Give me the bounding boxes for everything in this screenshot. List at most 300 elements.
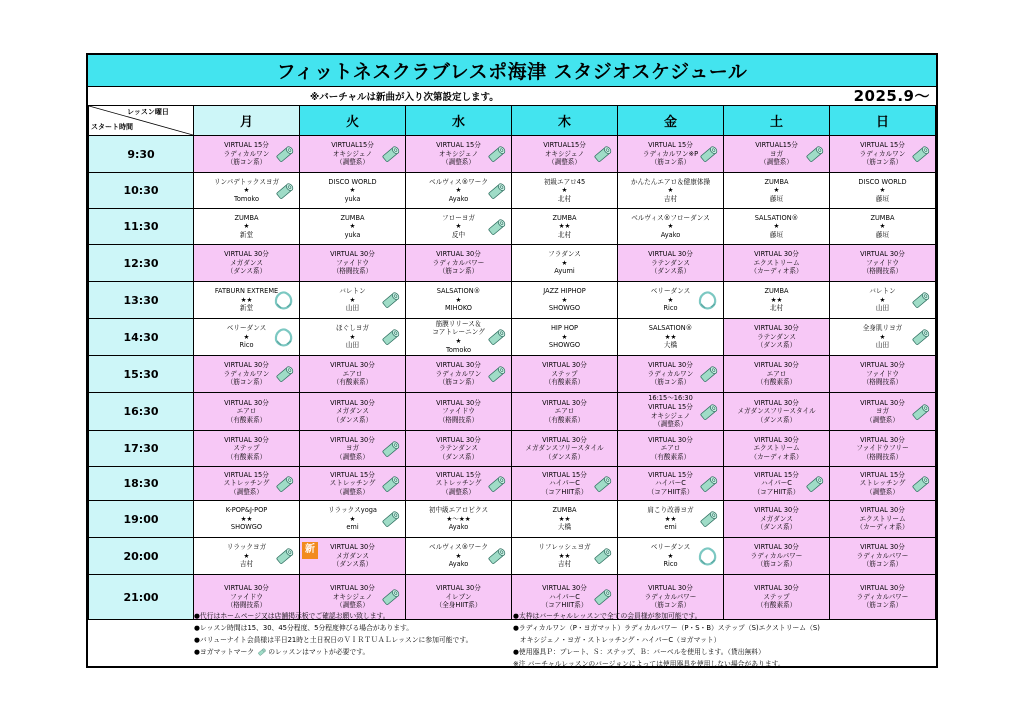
lesson-cell[interactable] xyxy=(300,393,406,431)
lesson-line: VIRTUAL 30分 xyxy=(754,506,799,515)
lesson-cell[interactable] xyxy=(406,319,512,356)
lesson-text xyxy=(724,538,829,574)
lesson-cell[interactable] xyxy=(406,136,512,173)
lesson-line: ★ xyxy=(561,295,568,304)
lesson-cell[interactable] xyxy=(300,467,406,501)
lesson-line: VIRTUAL 30分 xyxy=(542,435,587,444)
lesson-cell[interactable] xyxy=(300,136,406,173)
lesson-cell[interactable] xyxy=(618,282,724,319)
lesson-line: 大橋 xyxy=(557,523,572,532)
lesson-line: DISCO WORLD xyxy=(328,177,377,186)
lesson-cell[interactable] xyxy=(194,173,300,209)
lesson-line: ステップ xyxy=(763,592,790,601)
lesson-line: ファイドウ xyxy=(442,407,475,416)
lesson-line: （筋コン系） xyxy=(650,158,691,167)
lesson-line: VIRTUAL 15分 xyxy=(754,470,799,479)
yoga-mat-icon xyxy=(804,473,826,495)
lesson-text xyxy=(512,173,617,208)
lesson-line: VIRTUAL 15分 xyxy=(860,470,905,479)
lesson-line: K-POP&J-POP xyxy=(225,506,268,515)
lesson-line: ファイドウフリー xyxy=(856,444,909,453)
lesson-cell[interactable] xyxy=(406,538,512,575)
lesson-line: 肩こり改善ヨガ xyxy=(647,506,694,515)
lesson-cell[interactable] xyxy=(618,356,724,393)
lesson-line: ラディカルワン xyxy=(647,369,694,378)
yoga-mat-icon xyxy=(486,143,508,165)
lesson-line: オキシジェノ xyxy=(438,149,479,158)
lesson-cell[interactable] xyxy=(194,319,300,356)
yoga-mat-icon xyxy=(380,326,402,348)
lesson-line: （コアHIIT系） xyxy=(541,487,588,496)
lesson-cell[interactable] xyxy=(194,282,300,319)
lesson-line: ハイパーC xyxy=(549,479,580,488)
lesson-line: （有酸素系） xyxy=(544,378,585,387)
lesson-cell[interactable] xyxy=(194,393,300,431)
lesson-cell[interactable] xyxy=(618,319,724,356)
lesson-cell[interactable] xyxy=(300,538,406,575)
lesson-cell[interactable] xyxy=(300,356,406,393)
lesson-line: （格闘技系） xyxy=(438,415,479,424)
lesson-text xyxy=(300,209,405,244)
lesson-text xyxy=(512,319,617,355)
lesson-cell[interactable] xyxy=(618,245,724,282)
lesson-cell[interactable] xyxy=(512,209,618,245)
yoga-mat-icon xyxy=(804,143,826,165)
lesson-line: ★ xyxy=(455,222,462,231)
lesson-cell[interactable] xyxy=(830,467,936,501)
lesson-line: VIRTUAL 30分 xyxy=(330,250,375,259)
lesson-cell[interactable] xyxy=(830,538,936,575)
lesson-line: （有酸素系） xyxy=(226,452,267,461)
lesson-cell[interactable] xyxy=(300,209,406,245)
lesson-line: （調整系） xyxy=(548,158,581,167)
lesson-cell[interactable] xyxy=(300,245,406,282)
lesson-line: ストレッチング xyxy=(859,479,906,488)
lesson-cell[interactable] xyxy=(618,209,724,245)
lesson-cell[interactable] xyxy=(618,501,724,538)
lesson-cell[interactable] xyxy=(300,501,406,538)
lesson-line: 反中 xyxy=(451,230,466,239)
lesson-text xyxy=(830,501,935,537)
lesson-line: ★ xyxy=(879,186,886,195)
note-line: オキシジェノ・ヨガ・ストレッチング・ハイパーC（ヨガマット） xyxy=(513,636,721,644)
yoga-mat-icon xyxy=(592,586,614,608)
lesson-line: ★ xyxy=(243,222,250,231)
lesson-cell[interactable] xyxy=(618,467,724,501)
lesson-line: （筋コン系） xyxy=(756,560,797,569)
lesson-line: yuka xyxy=(344,194,361,203)
lesson-cell[interactable] xyxy=(724,209,830,245)
lesson-line: ベリーダンス xyxy=(650,287,691,296)
lesson-line: ★ xyxy=(349,186,356,195)
lesson-line: VIRTUAL 30分 xyxy=(436,584,481,593)
day-header: 水 xyxy=(406,106,512,136)
lesson-line: （調整系） xyxy=(230,487,263,496)
yoga-mat-icon xyxy=(698,363,720,385)
lesson-line: エクストリーム xyxy=(859,514,906,523)
lesson-cell[interactable] xyxy=(724,431,830,467)
lesson-line: 初中級エアロビクス xyxy=(428,506,489,515)
time-cell: 17:30 xyxy=(89,431,194,467)
lesson-line: ラテンダンス xyxy=(439,444,478,453)
time-cell: 13:30 xyxy=(89,282,194,319)
lesson-cell[interactable] xyxy=(406,393,512,431)
lesson-text xyxy=(512,282,617,318)
lesson-cell[interactable] xyxy=(830,356,936,393)
lesson-line: VIRTUAL 15分 xyxy=(542,470,587,479)
lesson-line: 北村 xyxy=(557,194,572,203)
time-row xyxy=(89,467,936,501)
lesson-line: Ayako xyxy=(448,523,469,532)
lesson-cell[interactable] xyxy=(300,431,406,467)
lesson-line: ZUMBA xyxy=(234,213,259,222)
lesson-cell[interactable] xyxy=(724,393,830,431)
lesson-line: バレトン xyxy=(339,287,366,296)
lesson-cell[interactable] xyxy=(618,173,724,209)
lesson-text xyxy=(724,356,829,392)
lesson-cell[interactable] xyxy=(724,501,830,538)
lesson-text xyxy=(724,319,829,355)
yoga-mat-icon xyxy=(910,289,932,311)
lesson-line: Ayako xyxy=(448,194,469,203)
lesson-text xyxy=(724,245,829,281)
ring-icon xyxy=(272,325,296,349)
lesson-cell[interactable] xyxy=(194,245,300,282)
lesson-line: かんたんエアロ＆健康体操 xyxy=(630,177,711,186)
lesson-line: ★ xyxy=(879,332,886,341)
lesson-line: ★ xyxy=(561,186,568,195)
lesson-line: エクストリーム xyxy=(753,444,800,453)
lesson-cell[interactable] xyxy=(194,538,300,575)
lesson-line: バレトン xyxy=(869,287,896,296)
lesson-line: （筋コン系） xyxy=(862,601,903,610)
lesson-cell[interactable] xyxy=(512,538,618,575)
lesson-line: エクストリーム xyxy=(753,258,800,267)
lesson-line: VIRTUAL 30分 xyxy=(754,584,799,593)
lesson-cell[interactable] xyxy=(512,467,618,501)
lesson-cell[interactable] xyxy=(724,319,830,356)
lesson-line: ★ xyxy=(455,295,462,304)
lesson-line: ★ xyxy=(879,295,886,304)
lesson-line: VIRTUAL 30分 xyxy=(860,250,905,259)
lesson-cell[interactable] xyxy=(830,209,936,245)
lesson-text xyxy=(830,538,935,574)
lesson-line: （調整系） xyxy=(442,158,475,167)
note-line: ※注 バーチャルレッスンのバージョンによっては使用器具を使用しない場合があります。 xyxy=(513,660,785,668)
lesson-cell[interactable] xyxy=(830,245,936,282)
lesson-line: 北村 xyxy=(769,304,784,313)
yoga-mat-icon xyxy=(274,143,296,165)
lesson-line: （コアHIIT系） xyxy=(541,601,588,610)
lesson-line: ラディカルパワー xyxy=(644,592,697,601)
lesson-cell[interactable] xyxy=(512,282,618,319)
lesson-cell[interactable] xyxy=(618,538,724,575)
lesson-line: 大橋 xyxy=(663,341,678,350)
lesson-cell[interactable] xyxy=(194,501,300,538)
lesson-line: VIRTUAL 30分 xyxy=(648,435,693,444)
lesson-line: ラディカルパワー xyxy=(856,551,909,560)
lesson-line: メガダンス xyxy=(230,258,263,267)
lesson-cell[interactable] xyxy=(406,245,512,282)
lesson-line: ★★ xyxy=(240,514,253,523)
yoga-mat-icon xyxy=(698,473,720,495)
lesson-cell[interactable] xyxy=(830,431,936,467)
lesson-line: ZUMBA xyxy=(764,177,789,186)
lesson-line: ラディカルパワー xyxy=(856,592,909,601)
lesson-line: VIRTUAL 15分 xyxy=(224,141,269,150)
yoga-mat-icon xyxy=(380,586,402,608)
lesson-line: ★ xyxy=(243,551,250,560)
lesson-cell[interactable] xyxy=(618,393,724,431)
lesson-line: ベルヴィス®ワーク xyxy=(429,543,488,552)
lesson-line: Rico xyxy=(239,341,254,350)
lesson-cell[interactable] xyxy=(194,209,300,245)
yoga-mat-icon xyxy=(274,180,296,202)
lesson-cell[interactable] xyxy=(830,393,936,431)
time-row xyxy=(89,501,936,538)
lesson-line: Tomoko xyxy=(445,345,471,354)
lesson-line: VIRTUAL15分 xyxy=(331,141,374,150)
lesson-line: VIRTUAL 30分 xyxy=(754,250,799,259)
lesson-line: リンパデトックスヨガ xyxy=(213,177,280,186)
lesson-text xyxy=(724,501,829,537)
yoga-mat-icon xyxy=(380,508,402,530)
lesson-line: （格闘技系） xyxy=(862,378,903,387)
lesson-line: ★★ xyxy=(558,222,571,231)
lesson-line: VIRTUAL 30分 xyxy=(648,250,693,259)
lesson-line: VIRTUAL 30分 xyxy=(754,543,799,552)
lesson-cell[interactable] xyxy=(724,245,830,282)
time-cell: 12:30 xyxy=(89,245,194,282)
yoga-mat-icon xyxy=(486,545,508,567)
lesson-text xyxy=(512,501,617,537)
lesson-line: VIRTUAL 30分 xyxy=(436,435,481,444)
lesson-cell[interactable] xyxy=(512,319,618,356)
lesson-line: リラックヨガ xyxy=(226,543,267,552)
note-line: ●バリューナイト会員様は平日21時と土日祝日のＶＩＲＴＵＡＬレッスンに参加可能です。 xyxy=(194,636,473,644)
time-cell: 20:00 xyxy=(89,538,194,575)
lesson-line: メガダンスフリースタイル xyxy=(737,407,816,416)
lesson-cell[interactable] xyxy=(830,501,936,538)
lesson-line: ヨガ xyxy=(345,444,360,453)
lesson-cell[interactable] xyxy=(724,136,830,173)
lesson-line: オキシジェノ xyxy=(332,149,373,158)
day-header: 日 xyxy=(830,106,936,136)
lesson-cell[interactable] xyxy=(724,538,830,575)
lesson-cell[interactable] xyxy=(406,173,512,209)
lesson-line: （調整系） xyxy=(336,158,369,167)
yoga-mat-icon xyxy=(274,473,296,495)
notes-left xyxy=(194,610,472,658)
lesson-line: ストレッチング xyxy=(223,479,270,488)
lesson-line: 吉村 xyxy=(663,194,678,203)
lesson-line: エアロ xyxy=(236,407,257,416)
lesson-line: 新堂 xyxy=(239,230,254,239)
lesson-cell[interactable] xyxy=(406,467,512,501)
lesson-line: （格闘技系） xyxy=(226,601,267,610)
lesson-line: 北村 xyxy=(557,230,572,239)
lesson-line: （カーディオ系） xyxy=(856,523,909,532)
lesson-line: 藤垣 xyxy=(875,194,890,203)
lesson-cell[interactable] xyxy=(724,356,830,393)
lesson-cell[interactable] xyxy=(406,282,512,319)
lesson-line: JAZZ HIPHOP xyxy=(543,287,586,296)
lesson-cell[interactable] xyxy=(406,356,512,393)
lesson-cell[interactable] xyxy=(512,431,618,467)
corner-cell xyxy=(89,106,194,136)
lesson-line: ZUMBA xyxy=(552,506,577,515)
lesson-line: ベルヴィス®フローダンス xyxy=(631,213,710,222)
lesson-line: ZUMBA xyxy=(340,213,365,222)
lesson-line: オキシジェノ xyxy=(544,149,585,158)
lesson-cell[interactable] xyxy=(512,173,618,209)
lesson-cell[interactable] xyxy=(512,393,618,431)
lesson-text xyxy=(724,431,829,466)
lesson-line: SHOWGO xyxy=(230,523,263,532)
lesson-text xyxy=(512,431,617,466)
lesson-cell[interactable] xyxy=(724,467,830,501)
lesson-line: ★ xyxy=(455,186,462,195)
schedule-table xyxy=(88,105,936,620)
lesson-line: ベルヴィス®ワーク xyxy=(429,177,488,186)
lesson-cell[interactable] xyxy=(194,431,300,467)
lesson-cell[interactable] xyxy=(724,282,830,319)
lesson-line: （ダンス系） xyxy=(756,341,797,350)
lesson-line: コアトレーニング xyxy=(432,328,485,337)
yoga-mat-icon xyxy=(486,363,508,385)
lesson-line: （ダンス系） xyxy=(544,452,585,461)
lesson-line: VIRTUAL 15分 xyxy=(648,470,693,479)
lesson-text xyxy=(512,245,617,281)
lesson-line: 藤垣 xyxy=(769,194,784,203)
yoga-mat-icon xyxy=(592,473,614,495)
lesson-line: SALSATION® xyxy=(648,324,693,333)
lesson-cell[interactable] xyxy=(724,173,830,209)
lesson-cell[interactable] xyxy=(406,209,512,245)
lesson-line: VIRTUAL 30分 xyxy=(224,361,269,370)
lesson-line: オキシジェノ xyxy=(650,411,691,420)
lesson-cell[interactable] xyxy=(300,173,406,209)
note-line: ●太枠はバーチャルレッスンで全ての会員様が参加可能です。 xyxy=(513,612,702,620)
lesson-line: ★ xyxy=(349,514,356,523)
lesson-cell[interactable] xyxy=(830,319,936,356)
lesson-line: ZUMBA xyxy=(870,213,895,222)
lesson-cell[interactable] xyxy=(300,319,406,356)
lesson-line: SHOWGO xyxy=(548,304,581,313)
lesson-cell[interactable] xyxy=(830,173,936,209)
lesson-line: VIRTUAL 30分 xyxy=(648,584,693,593)
lesson-line: FATBURN EXTREME xyxy=(214,287,279,296)
lesson-cell[interactable] xyxy=(830,136,936,173)
lesson-cell[interactable] xyxy=(194,467,300,501)
lesson-cell[interactable] xyxy=(300,282,406,319)
lesson-cell[interactable] xyxy=(194,136,300,173)
lesson-line: （ダンス系） xyxy=(226,267,267,276)
lesson-line: VIRTUAL 30分 xyxy=(542,584,587,593)
lesson-cell[interactable] xyxy=(618,136,724,173)
lesson-line: （ダンス系） xyxy=(332,560,373,569)
yoga-mat-icon xyxy=(380,289,402,311)
lesson-cell[interactable] xyxy=(830,282,936,319)
time-row xyxy=(89,173,936,209)
lesson-line: （ダンス系） xyxy=(438,452,479,461)
lesson-text xyxy=(406,431,511,466)
lesson-text xyxy=(300,393,405,430)
lesson-line: （調整系） xyxy=(336,487,369,496)
lesson-line: ★ xyxy=(667,186,674,195)
lesson-cell[interactable] xyxy=(406,431,512,467)
lesson-line: SHOWGO xyxy=(548,341,581,350)
yoga-mat-icon xyxy=(486,473,508,495)
virtual-notice: ※バーチャルは新曲が入り次第設定します。 xyxy=(310,92,499,103)
lesson-cell[interactable] xyxy=(194,356,300,393)
lesson-cell[interactable] xyxy=(512,245,618,282)
lesson-line: （格闘技系） xyxy=(862,452,903,461)
lesson-line: 新堂 xyxy=(239,304,254,313)
lesson-line: ★ xyxy=(667,295,674,304)
lesson-line: ★ xyxy=(879,222,886,231)
lesson-line: ZUMBA xyxy=(552,213,577,222)
lesson-cell[interactable] xyxy=(512,136,618,173)
lesson-text xyxy=(194,209,299,244)
lesson-line: VIRTUAL 30分 xyxy=(754,324,799,333)
lesson-line: VIRTUAL 30分 xyxy=(436,250,481,259)
lesson-line: エアロ xyxy=(766,369,787,378)
lesson-line: VIRTUAL 30分 xyxy=(860,361,905,370)
lesson-line: ステップ xyxy=(551,369,578,378)
lesson-text xyxy=(300,173,405,208)
lesson-cell[interactable] xyxy=(618,431,724,467)
lesson-cell[interactable] xyxy=(512,356,618,393)
lesson-line: 吉村 xyxy=(239,560,254,569)
lesson-line: VIRTUAL 15分 xyxy=(860,141,905,150)
lesson-line: エアロ xyxy=(554,407,575,416)
lesson-line: （調整系） xyxy=(654,420,687,429)
lesson-line: （全身HIIT系） xyxy=(435,601,482,610)
lesson-cell[interactable] xyxy=(512,501,618,538)
yoga-mat-icon xyxy=(910,326,932,348)
lesson-line: ★★ xyxy=(770,295,783,304)
lesson-line: VIRTUAL 15分 xyxy=(224,470,269,479)
lesson-line: （有酸素系） xyxy=(332,378,373,387)
lesson-line: ヨガ xyxy=(875,407,890,416)
lesson-line: ラディカルワン※P xyxy=(642,149,699,158)
lesson-line: ★ xyxy=(561,258,568,267)
time-cell: 15:30 xyxy=(89,356,194,393)
lesson-text xyxy=(300,245,405,281)
lesson-line: エアロ xyxy=(342,369,363,378)
lesson-line: （筋コン系） xyxy=(862,560,903,569)
lesson-line: （筋コン系） xyxy=(226,158,267,167)
lesson-text xyxy=(194,245,299,281)
lesson-line: （ダンス系） xyxy=(756,415,797,424)
notes-section xyxy=(88,608,936,668)
lesson-line: リラックスyoga xyxy=(328,506,377,515)
lesson-line: ラテンダンス xyxy=(757,332,796,341)
lesson-line: ★ xyxy=(561,332,568,341)
lesson-line: （調整系） xyxy=(760,158,793,167)
lesson-cell[interactable] xyxy=(406,501,512,538)
yoga-mat-icon xyxy=(274,545,296,567)
lesson-line: VIRTUAL 30分 xyxy=(860,543,905,552)
lesson-line: ★ xyxy=(243,332,250,341)
lesson-line: VIRTUAL 15分 xyxy=(436,141,481,150)
lesson-line: VIRTUAL15分 xyxy=(543,141,586,150)
mat-note-suffix: のレッスンはマットが必要です。 xyxy=(268,648,370,656)
day-header: 金 xyxy=(618,106,724,136)
lesson-line: 藤垣 xyxy=(875,230,890,239)
lesson-line: ★ xyxy=(349,295,356,304)
